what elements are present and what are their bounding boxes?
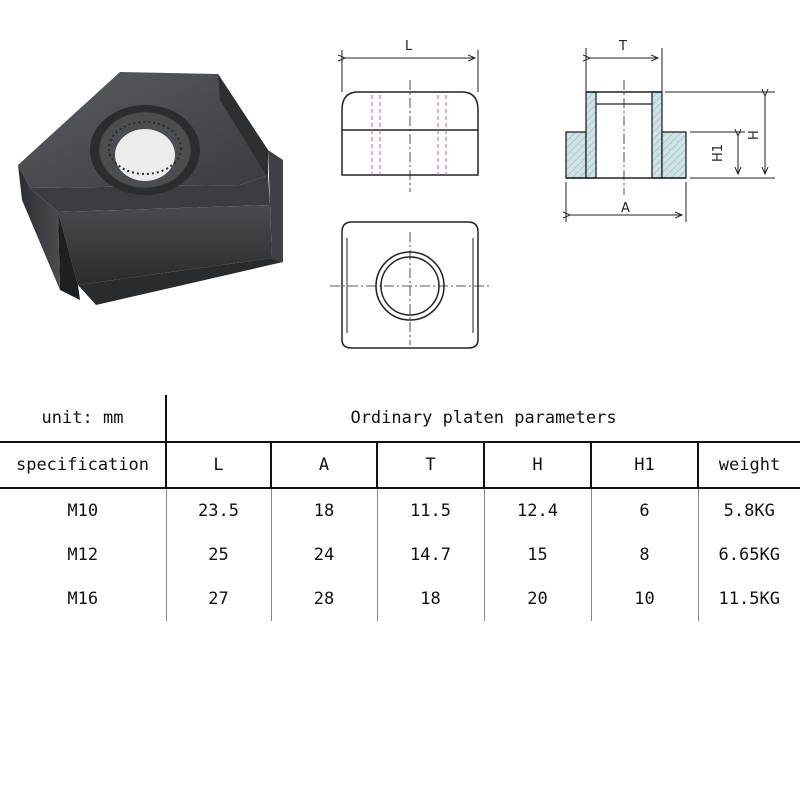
header-a: A <box>271 442 377 488</box>
cell-a: 28 <box>271 577 377 621</box>
cell-h: 12.4 <box>484 488 591 533</box>
unit-label: unit: mm <box>41 408 124 428</box>
cell-weight: 11.5KG <box>698 577 800 621</box>
header-h1: H1 <box>591 442 698 488</box>
cell-h1: 8 <box>591 533 698 577</box>
header-weight: weight <box>698 442 800 488</box>
section-view-drawing <box>566 48 775 222</box>
table-header-row <box>0 442 800 488</box>
cell-weight: 5.8KG <box>698 488 800 533</box>
cell-t: 11.5 <box>377 488 484 533</box>
cell-l: 25 <box>166 533 271 577</box>
cell-spec: M10 <box>67 501 99 521</box>
cell-l: 23.5 <box>166 488 271 533</box>
header-l: L <box>166 442 271 488</box>
cell-t: 14.7 <box>377 533 484 577</box>
header-specification: specification <box>0 442 166 488</box>
table-row <box>0 533 800 577</box>
technical-figures <box>0 0 800 385</box>
dim-label-t: T <box>619 39 627 54</box>
top-view-drawing <box>330 222 490 348</box>
cell-t: 18 <box>377 577 484 621</box>
header-h: H <box>484 442 591 488</box>
cell-h: 20 <box>484 577 591 621</box>
cell-a: 24 <box>271 533 377 577</box>
dim-label-l: L <box>405 39 413 54</box>
cell-spec: M12 <box>67 545 99 565</box>
cell-h: 15 <box>484 533 591 577</box>
spec-table <box>0 395 800 621</box>
cell-h1: 10 <box>591 577 698 621</box>
cell-h1: 6 <box>591 488 698 533</box>
cell-l: 27 <box>166 577 271 621</box>
cell-spec: M16 <box>67 589 99 609</box>
header-t: T <box>377 442 484 488</box>
cell-weight: 6.65KG <box>698 533 800 577</box>
side-view-drawing <box>342 50 478 192</box>
table-row <box>0 488 800 533</box>
dim-label-h1: H1 <box>711 143 726 162</box>
table-row <box>0 577 800 621</box>
dim-label-h: H <box>747 130 762 140</box>
dim-label-a: A <box>621 201 630 216</box>
table-title: Ordinary platen parameters <box>166 395 800 442</box>
t-slot-nut-photo <box>18 72 283 305</box>
cell-a: 18 <box>271 488 377 533</box>
